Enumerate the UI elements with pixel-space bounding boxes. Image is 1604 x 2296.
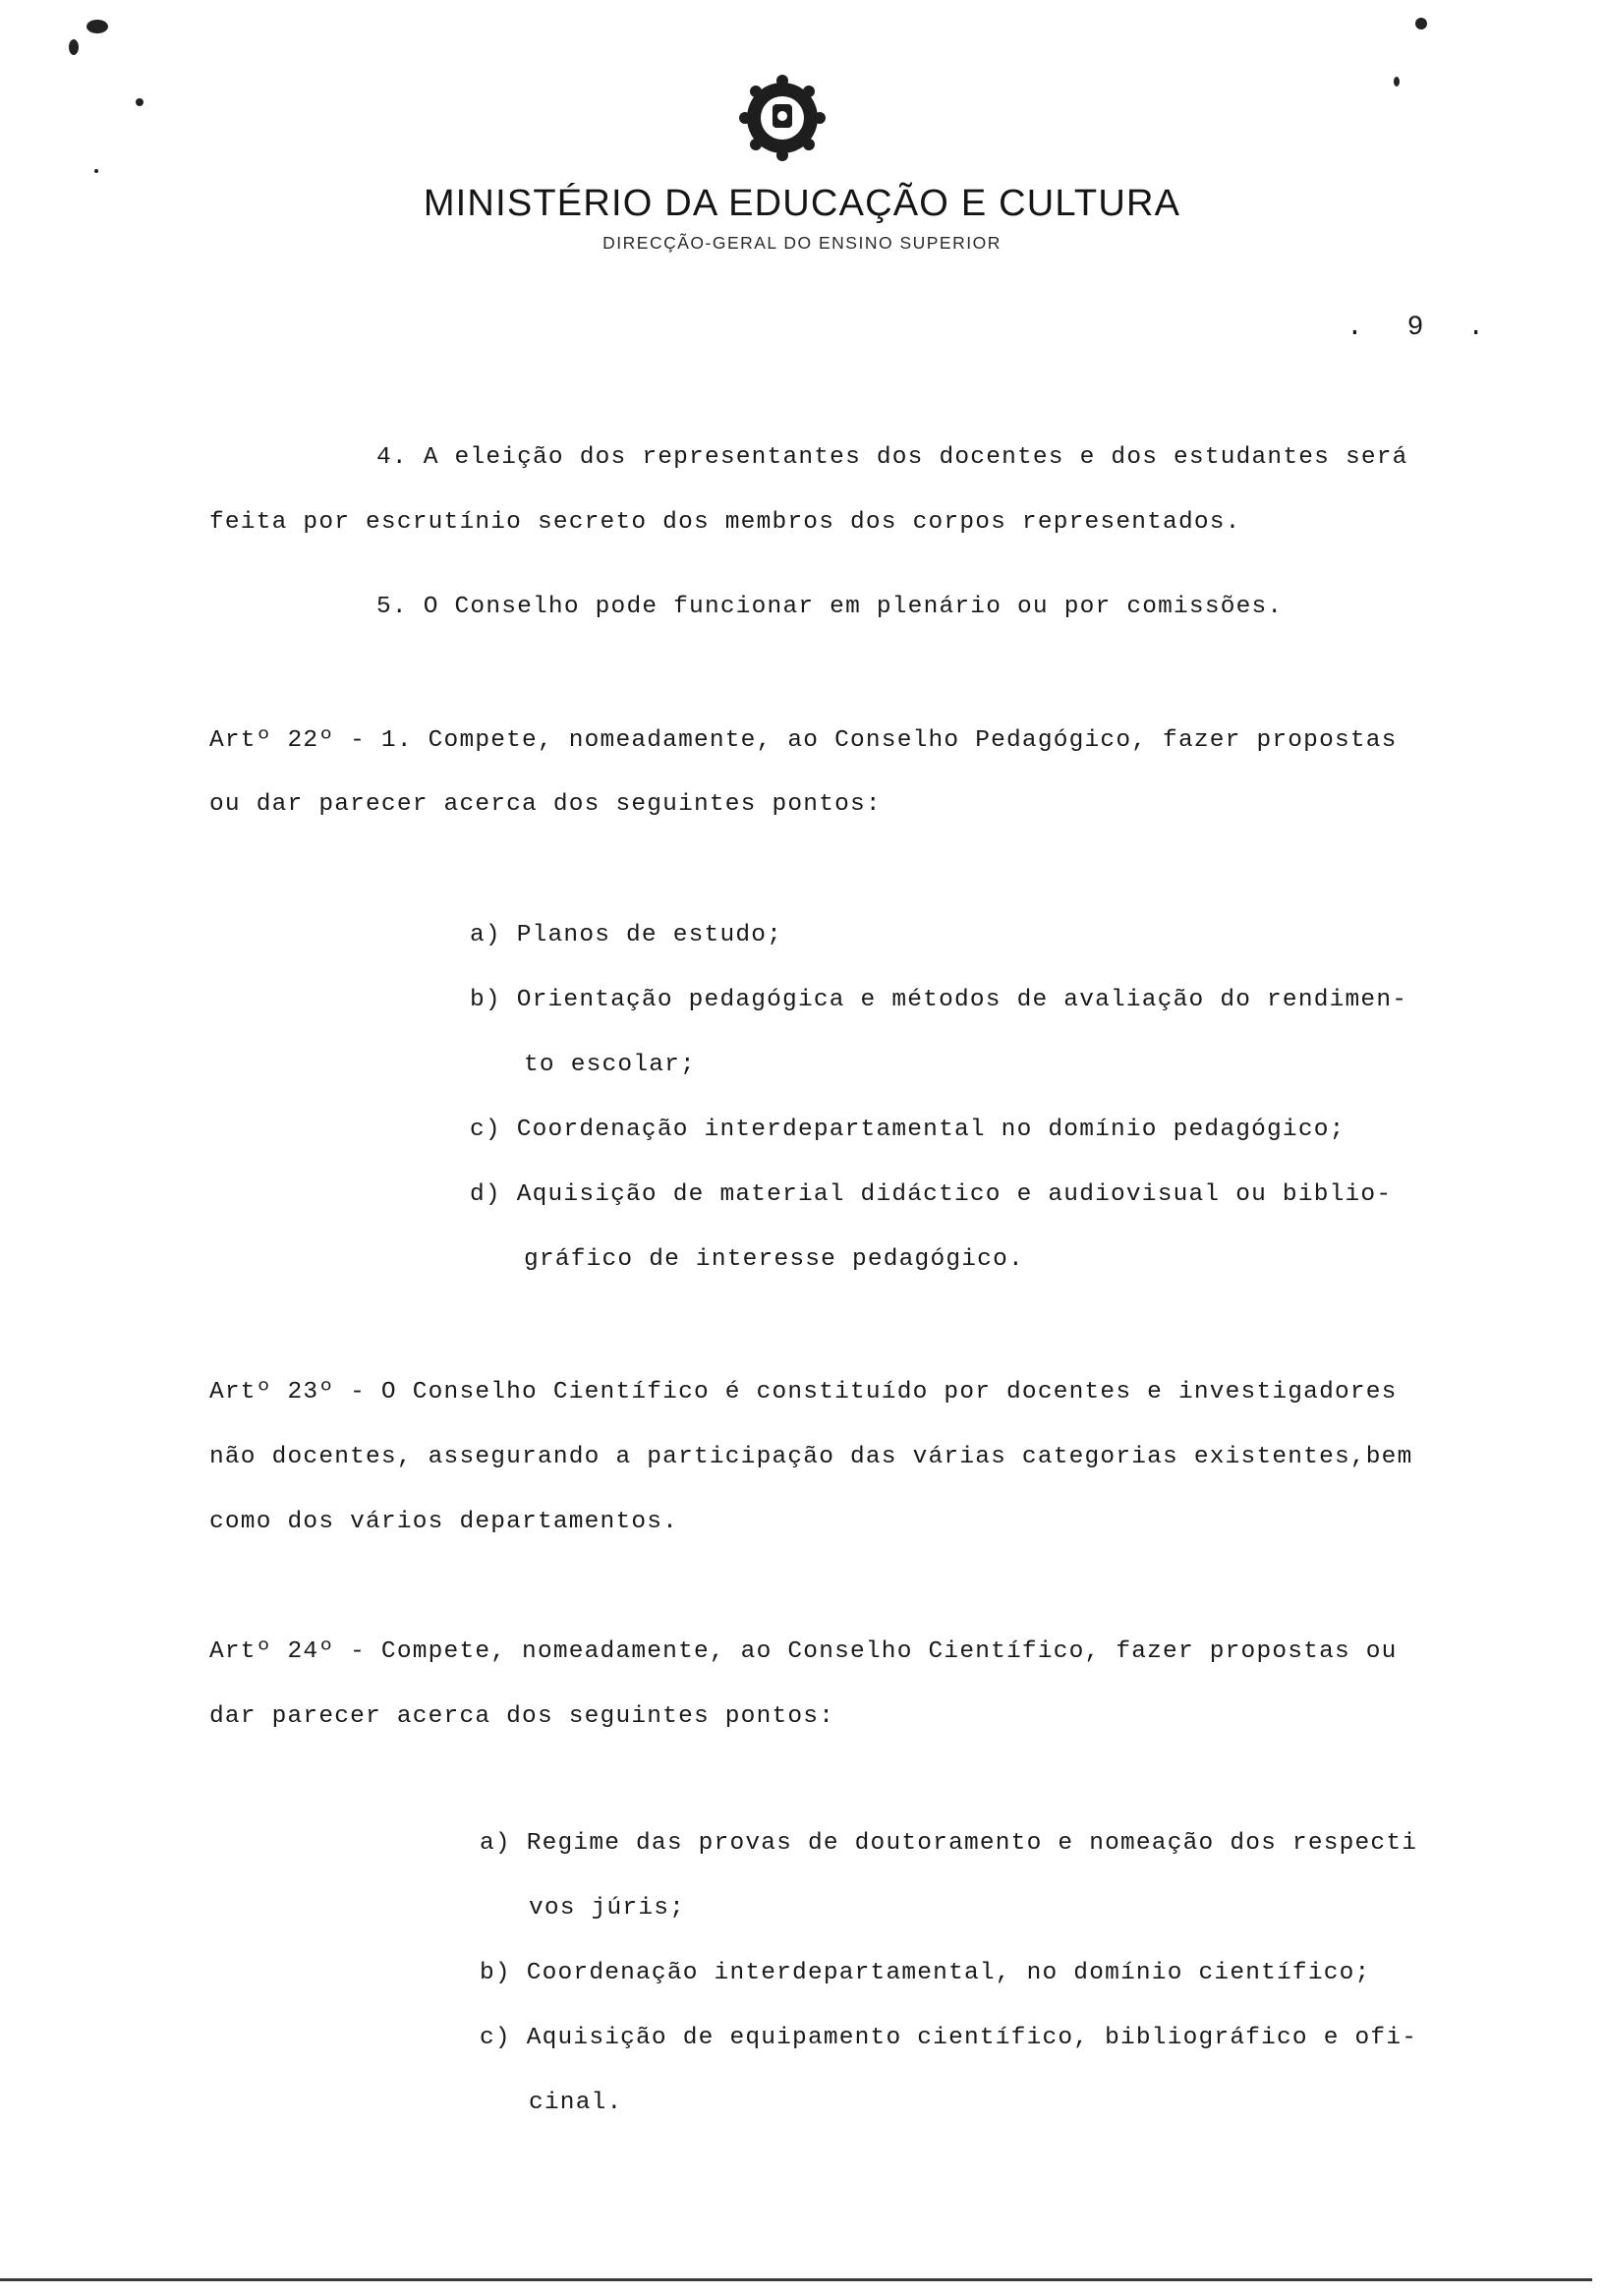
art22-item-b-line-1: b) Orientação pedagógica e métodos de avaliação do rendimen-: [470, 987, 1408, 1013]
letterhead: [0, 183, 1604, 254]
art24-item-a-line-2: vos júris;: [529, 1895, 686, 1922]
page-number: . 9 .: [1346, 313, 1499, 343]
art23-line-1: Artº 23º - O Conselho Científico é constituído por docentes e investigadores: [209, 1379, 1398, 1406]
art24-line-1: Artº 24º - Compete, nomeadamente, ao Conselho Científico, fazer propostas ou: [209, 1638, 1398, 1665]
art22-item-a: a) Planos de estudo;: [470, 922, 783, 948]
scan-speck: [1415, 18, 1427, 29]
art22-line-1: Artº 22º - 1. Compete, nomeadamente, ao Conselho Pedagógico, fazer propostas: [209, 727, 1398, 754]
art22-item-d-line-2: gráfico de interesse pedagógico.: [524, 1246, 1024, 1273]
art24-item-c-line-2: cinal.: [529, 2090, 623, 2116]
art23-line-3: como dos vários departamentos.: [209, 1509, 679, 1535]
art22-item-c: c) Coordenação interdepartamental no domínio pedagógico;: [470, 1117, 1346, 1143]
art24-item-b: b) Coordenação interdepartamental, no domínio científico;: [480, 1960, 1371, 1986]
item-4-line-2: feita por escrutínio secreto dos membros dos corpos representados.: [209, 509, 1241, 536]
scan-speck: [1394, 77, 1400, 86]
scan-speck: [86, 20, 108, 33]
art22-item-d-line-1: d) Aquisição de material didáctico e audiovisual ou biblio-: [470, 1181, 1393, 1208]
ministry-title: MINISTÉRIO DA EDUCAÇÃO E CULTURA: [423, 183, 1181, 224]
coat-of-arms-seal-icon: [739, 75, 826, 161]
scan-speck: [94, 169, 98, 173]
art24-item-a-line-1: a) Regime das provas de doutoramento e nomeação dos respecti: [480, 1830, 1418, 1857]
art22-item-b-line-2: to escolar;: [524, 1052, 696, 1078]
art24-item-c-line-1: c) Aquisição de equipamento científico, bibliográfico e ofi-: [480, 2025, 1418, 2051]
art22-line-2: ou dar parecer acerca dos seguintes pontos:: [209, 791, 882, 818]
scan-speck: [69, 39, 79, 55]
item-4-line-1: 4. A eleição dos representantes dos docentes e dos estudantes será: [376, 444, 1408, 471]
art23-line-2: não docentes, assegurando a participação das várias categorias existentes,bem: [209, 1444, 1413, 1470]
art24-line-2: dar parecer acerca dos seguintes pontos:: [209, 1703, 835, 1730]
item-5: 5. O Conselho pode funcionar em plenário ou por comissões.: [376, 594, 1284, 620]
page-bottom-rule: [0, 2278, 1592, 2281]
scan-speck: [136, 98, 143, 106]
department-subtitle: DIRECÇÃO-GERAL DO ENSINO SUPERIOR: [602, 233, 1002, 253]
